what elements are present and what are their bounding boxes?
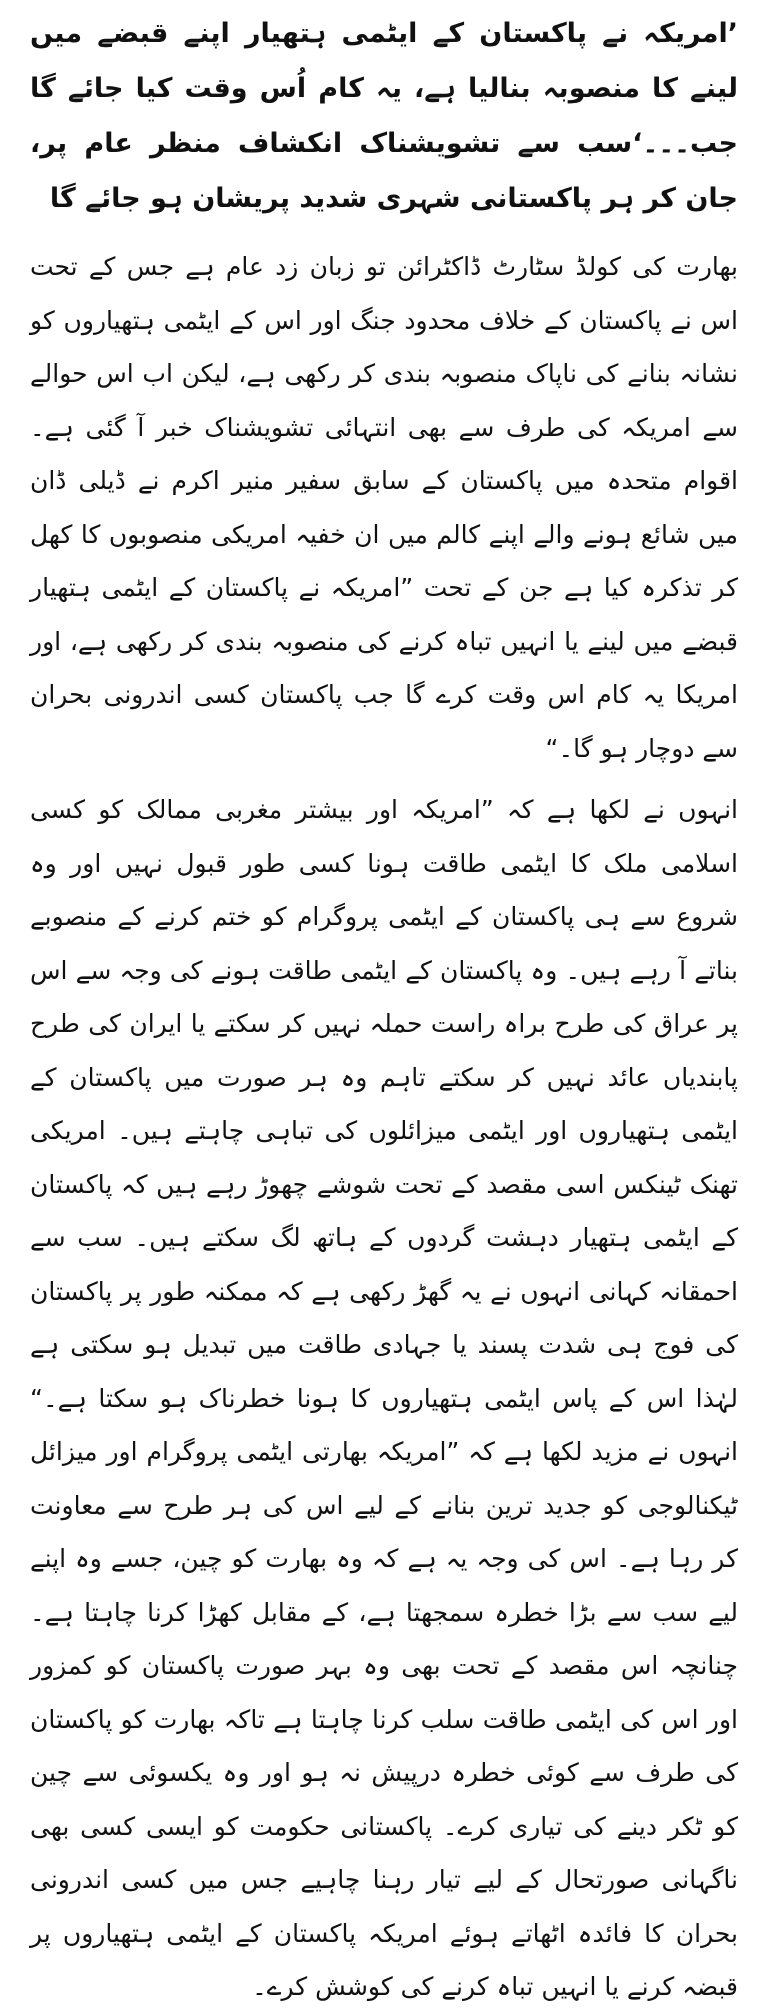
article-paragraph-1: بھارت کی کولڈ سٹارٹ ڈاکٹرائن تو زبان زد عام ہے جس کے تحت اس نے پاکستان کے خلاف محدود جنگ اور اس کے ایٹمی ہتھیاروں کو نشانہ بنانے کی ناپاک منصوبہ بندی کر رکھی ہے، لیکن اب اس حوالے سے امریکہ کی طرف سے بھی انتہائی تشویشناک خبر آ گئی ہے۔ اقوام متحدہ میں پاکستان کے سابق سفیر منیر اکرم نے ڈیلی ڈان میں شائع ہونے والے اپنے کالم میں ان خفیہ امریکی منصوبوں کا کھل کر تذکرہ کیا ہے جن کے تحت ”امریکہ نے پاکستان کے ایٹمی ہتھیار قبضے میں لینے یا انہیں تباہ کرنے کی منصوبہ بندی کر رکھی ہے، اور امریکا یہ کام اس وقت کرے گا جب پاکستان کسی اندرونی بحران سے دوچار ہو گا۔“	[30, 252, 738, 763]
article-paragraph-2: انہوں نے لکھا ہے کہ ”امریکہ اور بیشتر مغربی ممالک کو کسی اسلامی ملک کا ایٹمی طاقت ہونا کسی طور قبول نہیں اور وہ شروع سے ہی پاکستان کے ایٹمی پروگرام کو ختم کرنے کے منصوبے بناتے آ رہے ہیں۔ وہ پاکستان کے ایٹمی طاقت ہونے کی وجہ سے اس پر عراق کی طرح براہ راست حملہ نہیں کر سکتے یا ایران کی طرح پابندیاں عائد نہیں کر سکتے تاہم وہ ہر صورت میں پاکستان کے ایٹمی ہتھیاروں اور ایٹمی میزائلوں کی تباہی چاہتے ہیں۔ امریکی تھنک ٹینکس اسی مقصد کے تحت شوشے چھوڑ رہے ہیں کہ پاکستان کے ایٹمی ہتھیار دہشت گردوں کے ہاتھ لگ سکتے ہیں۔ سب سے احمقانہ کہانی انہوں نے یہ گھڑ رکھی ہے کہ ممکنہ طور پر پاکستان کی فوج ہی شدت پسند یا جہادی طاقت میں تبدیل ہو سکتی ہے لہٰذا اس کے پاس ایٹمی ہتھیاروں کا ہونا خطرناک ہو سکتا ہے۔“ انہوں نے مزید لکھا ہے کہ ”امریکہ بھارتی ایٹمی پروگرام اور میزائل ٹیکنالوجی کو جدید ترین بنانے کے لیے اس کی ہر طرح سے معاونت کر رہا ہے۔ اس کی وجہ یہ ہے کہ وہ بھارت کو چین، جسے وہ اپنے لیے سب سے بڑا خطرہ سمجھتا ہے، کے مقابل کھڑا کرنا چاہتا ہے۔ چنانچہ اس مقصد کے تحت بھی وہ بہر صورت پاکستان کو کمزور اور اس کی ایٹمی طاقت سلب کرنا چاہتا ہے تاکہ بھارت کو پاکستان کی طرف سے کوئی خطرہ درپیش نہ ہو اور وہ یکسوئی سے چین کو ٹکر دینے کی تیاری کرے۔ پاکستانی حکومت کو ایسی کسی بھی ناگہانی صورتحال کے لیے تیار رہنا چاہیے جس میں کسی اندرونی بحران کا فائدہ اٹھاتے ہوئے امریکہ پاکستان کے ایٹمی ہتھیاروں پر قبضہ کرنے یا انہیں تباہ کرنے کی کوشش کرے۔	[30, 795, 738, 2001]
article-headline: ’امریکہ نے پاکستان کے ایٹمی ہتھیار اپنے قبضے میں لینے کا منصوبہ بنالیا ہے، یہ کام اُس وقت کیا جائے گا جب۔۔۔‘سب سے تشویشناک انکشاف منظر عام پر، جان کر ہر پاکستانی شہری شدید پریشان ہو جائے گا	[30, 18, 738, 214]
